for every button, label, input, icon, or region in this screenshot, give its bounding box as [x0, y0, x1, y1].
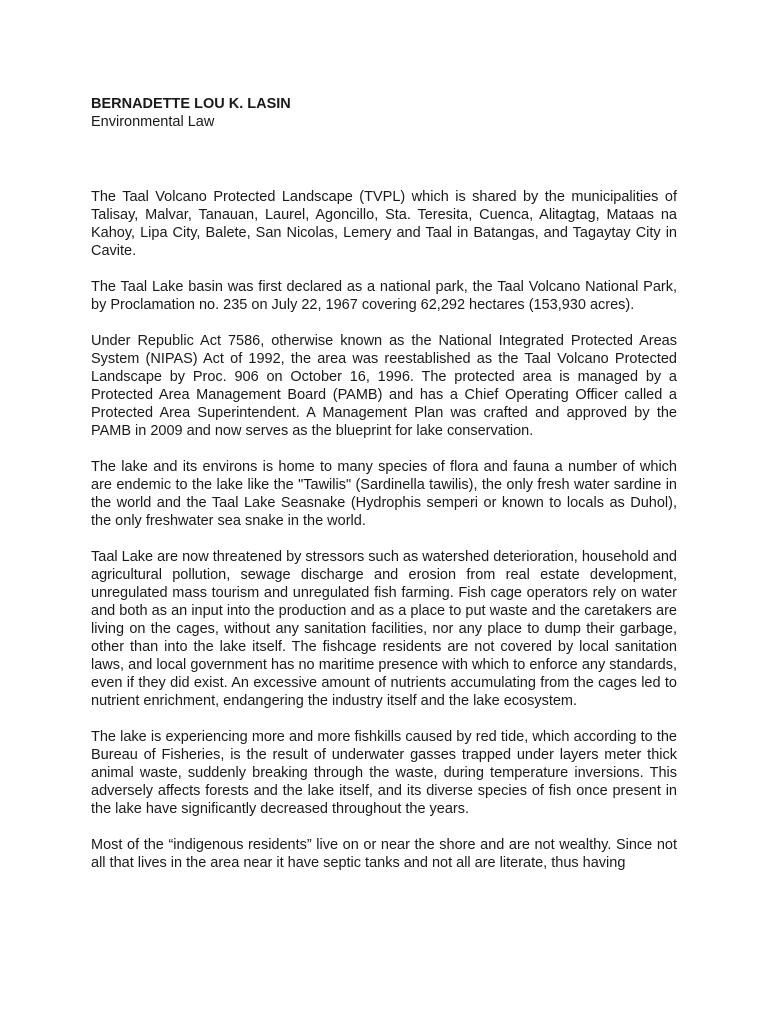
paragraph-tvpl-municipalities: The Taal Volcano Protected Landscape (TVPL) which is shared by the municipalities of Talisay, Malvar, Tanauan, Laurel, Agoncillo, Sta. Teresita, Cuenca, Alitagtag, Mataas na Kahoy, Lipa City, Balete, San Nicolas, Lemery and Taal in Batangas, and Tagaytay City in Cavite. [91, 189, 677, 259]
paragraph-indigenous-residents: Most of the “indigenous residents” live on or near the shore and are not wealthy. Since not all that lives in the area near it have septic tanks and not all are literate, thus having [91, 837, 677, 871]
document-page [91, 95, 677, 872]
paragraph-flora-fauna: The lake and its environs is home to many species of flora and fauna a number of which are endemic to the lake like the "Tawilis" (Sardinella tawilis), the only fresh water sardine in the world and the Taal Lake Seasnake (Hydrophis semperi or known to locals as Duhol), the only freshwater sea snake in the world. [91, 459, 677, 529]
paragraph-national-park: The Taal Lake basin was first declared as a national park, the Taal Volcano National Park, by Proclamation no. 235 on July 22, 1967 covering 62,292 hectares (153,930 acres). [91, 279, 677, 313]
course-title: Environmental Law [91, 114, 215, 130]
paragraph-fishkills: The lake is experiencing more and more fishkills caused by red tide, which according to the Bureau of Fisheries, is the result of underwater gasses trapped under layers meter thick animal waste, suddenly breaking through the waste, during temperature inversions. This adversely affects forests and the lake itself, and its diverse species of fish once present in the lake have significantly decreased throughout the years. [91, 729, 677, 817]
paragraph-stressors: Taal Lake are now threatened by stressors such as watershed deterioration, household and agricultural pollution, sewage discharge and erosion from real estate development, unregulated mass tourism and unregulated fish farming. Fish cage operators rely on water and both as an input into the production and as a place to put waste and the caretakers are living on the cages, without any sanitation facilities, nor any place to dump their garbage, other than into the lake itself. The fishcage residents are not covered by local sanitation laws, and local government has no maritime presence with which to enforce any standards, even if they did exist. An excessive amount of nutrients accumulating from the cages led to nutrient enrichment, endangering the industry itself and the lake ecosystem. [91, 549, 677, 709]
paragraph-nipas-act: Under Republic Act 7586, otherwise known as the National Integrated Protected Areas System (NIPAS) Act of 1992, the area was reestablished as the Taal Volcano Protected Landscape by Proc. 906 on October 16, 1996. The protected area is managed by a Protected Area Management Board (PAMB) and has a Chief Operating Officer called a Protected Area Superintendent. A Management Plan was crafted and approved by the PAMB in 2009 and now serves as the blueprint for lake conservation. [91, 333, 677, 439]
author-name: BERNADETTE LOU K. LASIN [91, 96, 291, 112]
